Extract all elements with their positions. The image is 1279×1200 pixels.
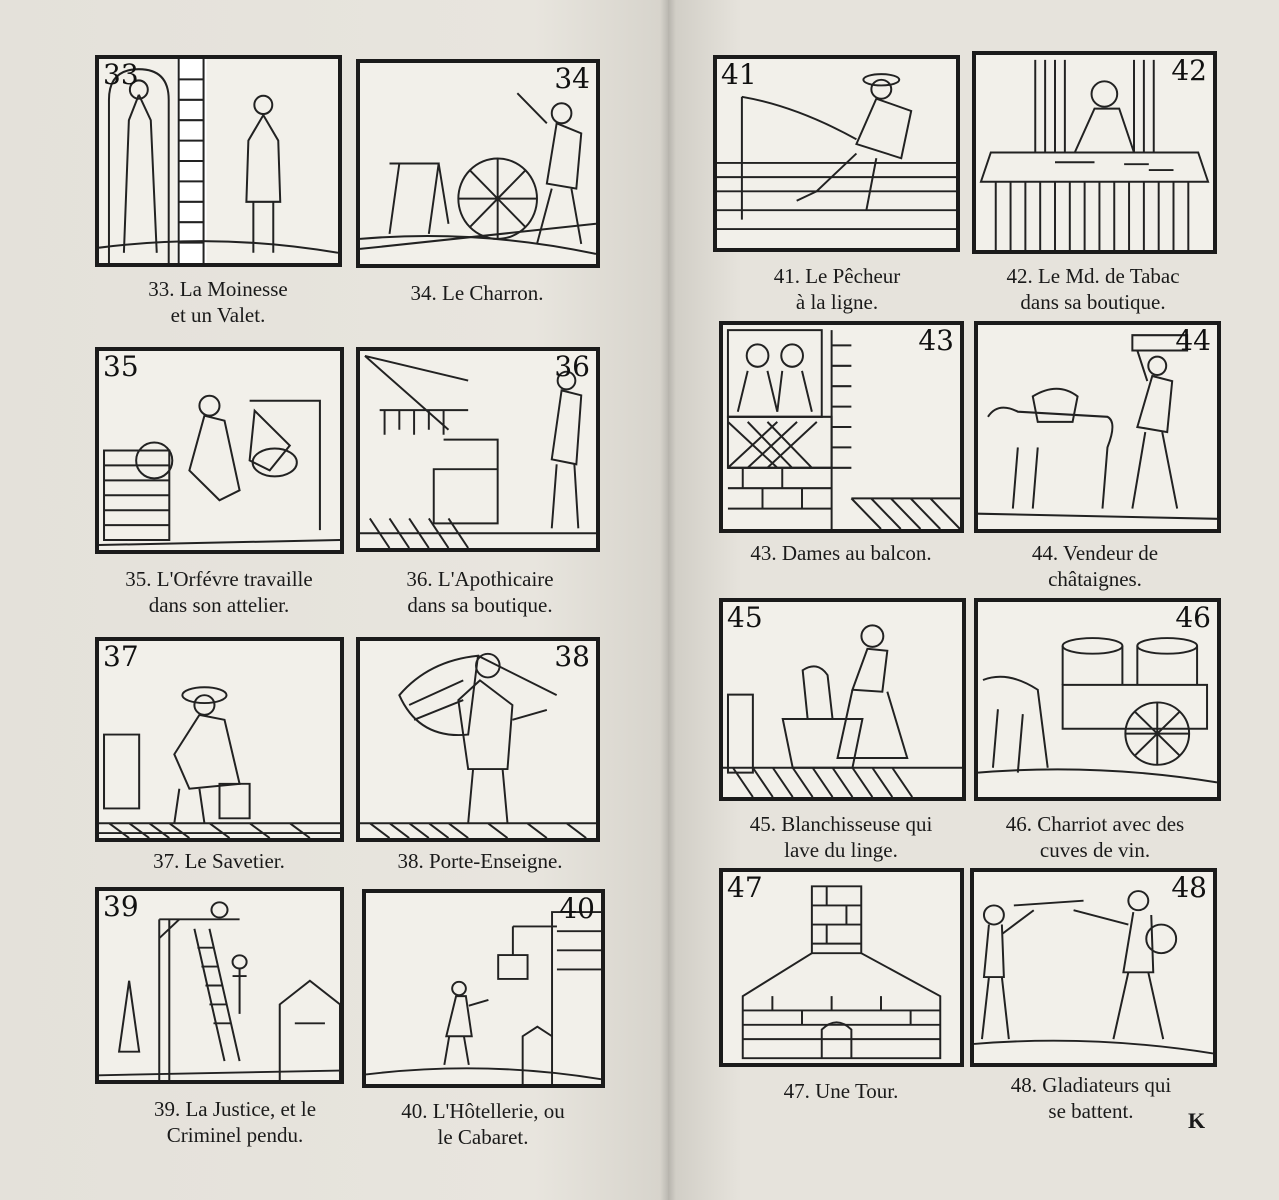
- plate-caption-39: [110, 1096, 360, 1148]
- plate-caption-37: [94, 848, 344, 874]
- plate-number: 39: [103, 890, 139, 923]
- woodcut-plate-42: [972, 51, 1217, 254]
- woodcut-plate-45: [719, 598, 966, 801]
- plate-caption-34: [352, 280, 602, 306]
- caption-line-2: lave du linge.: [784, 838, 898, 862]
- woodcut-plate-34: [356, 59, 600, 268]
- woodcut-plate-44: [974, 321, 1221, 533]
- plate-caption-38: [355, 848, 605, 874]
- book-gutter: [660, 0, 676, 1200]
- caption-line-1: 40. L'Hôtellerie, ou: [401, 1099, 565, 1123]
- plate-caption-42: [968, 263, 1218, 315]
- woodcut-plate-40: [362, 889, 605, 1088]
- plate-caption-45: [716, 811, 966, 863]
- plate-caption-47: [716, 1078, 966, 1104]
- caption-line-2: à la ligne.: [795, 290, 879, 314]
- woodcut-plate-38: [356, 637, 600, 842]
- plate-number: 43: [918, 324, 954, 357]
- plate-caption-41: [712, 263, 962, 315]
- woodcut-plate-39: [95, 887, 344, 1084]
- caption-line-2: cuves de vin.: [1039, 838, 1151, 862]
- woodcut-plate-36: [356, 347, 600, 552]
- caption-line-2: dans son attelier.: [148, 593, 290, 617]
- plate-caption-35: [94, 566, 344, 618]
- caption-line-2: et un Valet.: [170, 303, 266, 327]
- caption-line-1: 44. Vendeur de: [1031, 541, 1159, 565]
- caption-line-1: 34. Le Charron.: [410, 281, 544, 305]
- caption-line-1: 45. Blanchisseuse qui: [749, 812, 933, 836]
- woodcut-plate-43: [719, 321, 964, 533]
- caption-line-1: 38. Porte-Enseigne.: [397, 849, 563, 873]
- caption-line-1: 48. Gladiateurs qui: [1010, 1073, 1172, 1097]
- plate-number: 34: [554, 62, 590, 95]
- caption-line-1: 35. L'Orfévre travaille: [125, 567, 313, 591]
- plate-number: 37: [103, 640, 139, 673]
- plate-caption-46: [970, 811, 1220, 863]
- caption-line-2: Criminel pendu.: [166, 1123, 304, 1147]
- plate-number: 41: [721, 58, 757, 91]
- plate-caption-43: [716, 540, 966, 566]
- caption-line-2: se battent.: [1048, 1099, 1134, 1123]
- plate-number: 35: [103, 350, 139, 383]
- caption-line-2: le Cabaret.: [437, 1125, 529, 1149]
- plate-caption-40: [358, 1098, 608, 1150]
- woodcut-plate-41: [713, 55, 960, 252]
- caption-line-2: dans sa boutique.: [407, 593, 553, 617]
- caption-line-1: 41. Le Pêcheur: [773, 264, 901, 288]
- woodcut-plate-48: [970, 868, 1217, 1067]
- plate-caption-36: [355, 566, 605, 618]
- plate-caption-48: [966, 1072, 1216, 1124]
- woodcut-plate-47: [719, 868, 964, 1067]
- plate-number: 33: [103, 58, 139, 91]
- plate-number: 47: [727, 871, 763, 904]
- caption-line-2: châtaignes.: [1048, 567, 1142, 591]
- plate-number: 38: [554, 640, 590, 673]
- caption-line-1: 37. Le Savetier.: [153, 849, 285, 873]
- woodcut-plate-33: [95, 55, 342, 267]
- plate-number: 44: [1175, 324, 1211, 357]
- caption-line-2: dans sa boutique.: [1020, 290, 1166, 314]
- plate-number: 42: [1171, 54, 1207, 87]
- woodcut-plate-46: [974, 598, 1221, 801]
- caption-line-1: 47. Une Tour.: [783, 1079, 899, 1103]
- caption-line-1: 46. Charriot avec des: [1005, 812, 1185, 836]
- caption-line-1: 36. L'Apothicaire: [406, 567, 554, 591]
- woodcut-plate-37: [95, 637, 344, 842]
- plate-number: 46: [1175, 601, 1211, 634]
- woodcut-plate-35: [95, 347, 344, 554]
- plate-number: 45: [727, 601, 763, 634]
- plate-number: 36: [554, 350, 590, 383]
- plate-caption-44: [970, 540, 1220, 592]
- caption-line-1: 43. Dames au balcon.: [750, 541, 932, 565]
- plate-number: 40: [559, 892, 595, 925]
- signature-mark: K: [1188, 1108, 1206, 1133]
- plate-number: 48: [1171, 871, 1207, 904]
- caption-line-1: 33. La Moinesse: [148, 277, 288, 301]
- caption-line-1: 39. La Justice, et le: [153, 1097, 317, 1121]
- plate-caption-33: [93, 276, 343, 328]
- caption-line-1: 42. Le Md. de Tabac: [1006, 264, 1180, 288]
